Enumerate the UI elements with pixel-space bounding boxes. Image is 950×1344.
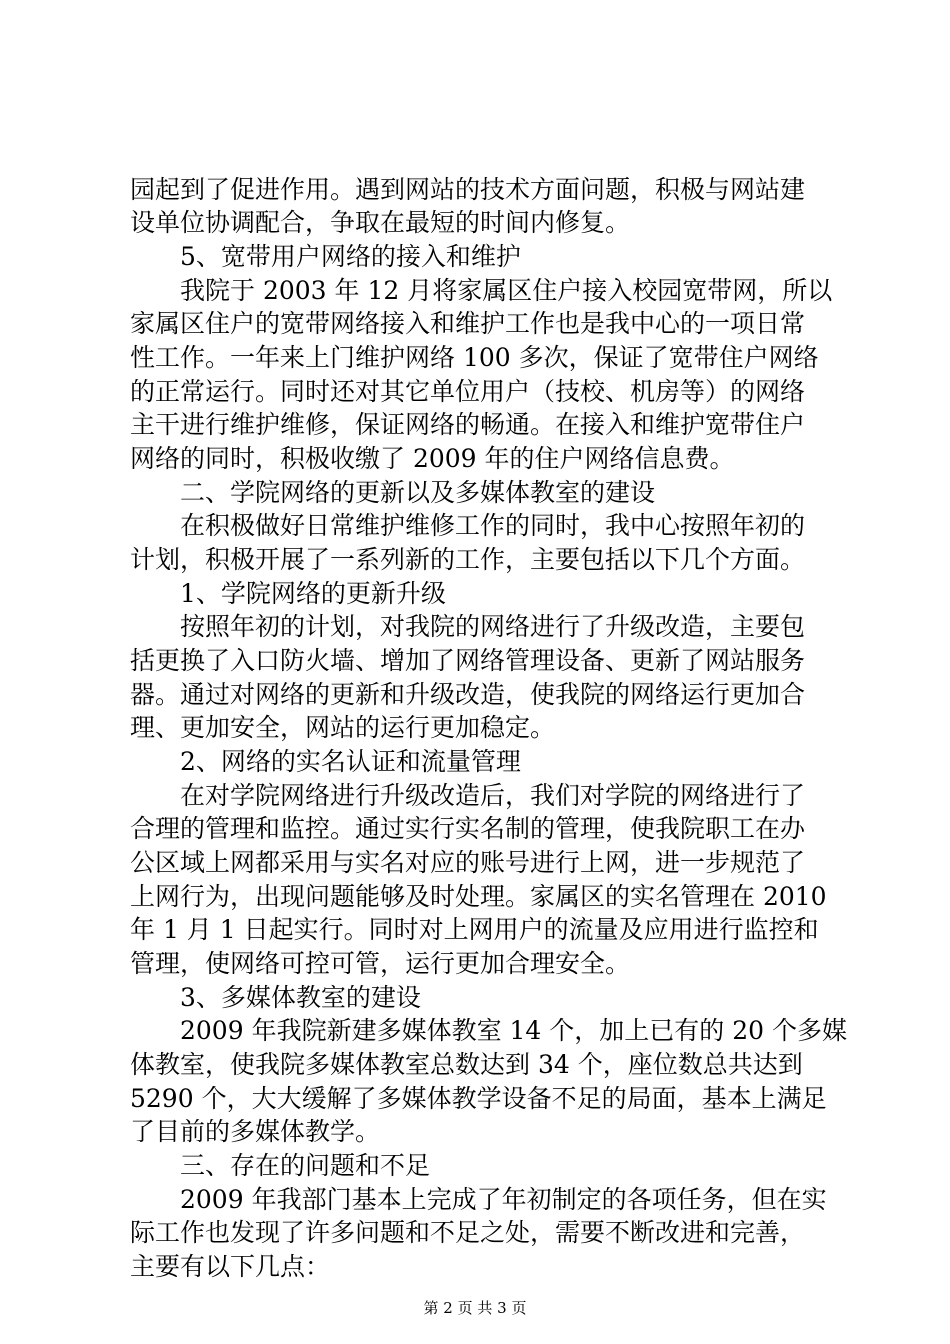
body-line: 合理的管理和监控。通过实行实名制的管理，使我院职工在办 — [130, 814, 806, 843]
body-line: 的正常运行。同时还对其它单位用户（技校、机房等）的网络 — [130, 377, 806, 406]
section-heading: 三、存在的问题和不足 — [180, 1151, 431, 1180]
body-line: 园起到了促进作用。遇到网站的技术方面问题，积极与网站建 — [130, 175, 806, 204]
body-line: 设单位协调配合，争取在最短的时间内修复。 — [130, 208, 631, 237]
body-line: 2009 年我院新建多媒体教室 14 个，加上已有的 20 个多媒 — [180, 1016, 847, 1045]
page-number-footer: 第 2 页 共 3 页 — [423, 1299, 527, 1317]
body-line: 理、更加安全，网站的运行更加稳定。 — [130, 713, 556, 742]
body-line: 5290 个，大大缓解了多媒体教学设备不足的局面，基本上满足 — [130, 1084, 827, 1113]
body-line: 管理，使网络可控可管，运行更加合理安全。 — [130, 949, 631, 978]
body-line: 主要有以下几点： — [130, 1252, 331, 1281]
body-line: 公区域上网都采用与实名对应的账号进行上网，进一步规范了 — [130, 848, 806, 877]
body-line: 际工作也发现了许多问题和不足之处，需要不断改进和完善， — [130, 1218, 806, 1247]
body-line: 2009 年我部门基本上完成了年初制定的各项任务，但在实 — [180, 1185, 827, 1214]
body-line: 年 1 月 1 日起实行。同时对上网用户的流量及应用进行监控和 — [130, 915, 819, 944]
section-heading: 二、学院网络的更新以及多媒体教室的建设 — [180, 478, 656, 507]
section-heading: 1、学院网络的更新升级 — [180, 579, 446, 608]
section-heading: 5、宽带用户网络的接入和维护 — [180, 242, 521, 271]
body-line: 家属区住户的宽带网络接入和维护工作也是我中心的一项日常 — [130, 309, 806, 338]
body-line: 我院于 2003 年 12 月将家属区住户接入校园宽带网，所以 — [180, 276, 833, 305]
body-line: 网络的同时，积极收缴了 2009 年的住户网络信息费。 — [130, 444, 735, 473]
body-line: 器。通过对网络的更新和升级改造，使我院的网络运行更加合 — [130, 680, 806, 709]
body-line: 按照年初的计划，对我院的网络进行了升级改造，主要包 — [180, 612, 806, 641]
body-line: 计划，积极开展了一系列新的工作，主要包括以下几个方面。 — [130, 545, 806, 574]
body-line: 主干进行维护维修，保证网络的畅通。在接入和维护宽带住户 — [130, 410, 806, 439]
body-line: 在积极做好日常维护维修工作的同时，我中心按照年初的 — [180, 511, 806, 540]
body-line: 括更换了入口防火墙、增加了网络管理设备、更新了网站服务 — [130, 646, 806, 675]
section-heading: 3、多媒体教室的建设 — [180, 983, 421, 1012]
body-line: 上网行为，出现问题能够及时处理。家属区的实名管理在 2010 — [130, 882, 827, 911]
section-heading: 2、网络的实名认证和流量管理 — [180, 747, 521, 776]
body-line: 了目前的多媒体教学。 — [130, 1117, 381, 1146]
body-line: 在对学院网络进行升级改造后，我们对学院的网络进行了 — [180, 781, 806, 810]
body-line: 性工作。一年来上门维护网络 100 多次，保证了宽带住户网络 — [130, 343, 819, 372]
body-line: 体教室，使我院多媒体教室总数达到 34 个，座位数总共达到 — [130, 1050, 803, 1079]
